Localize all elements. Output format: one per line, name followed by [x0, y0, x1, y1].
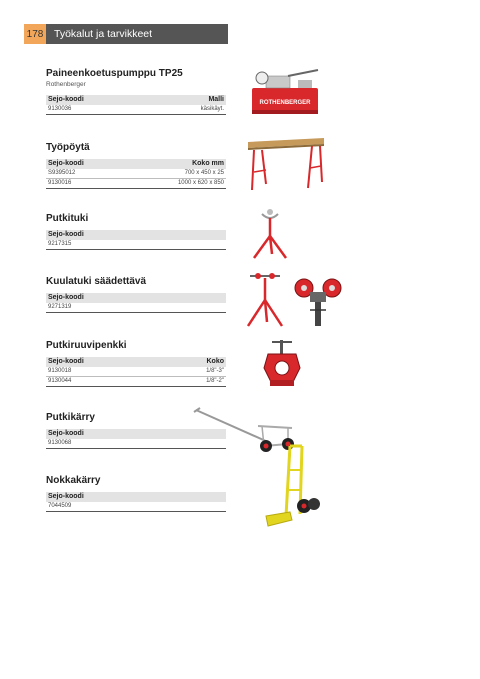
column-header: Sejo-koodi: [46, 357, 162, 367]
sejo-code: 9130036: [46, 105, 153, 115]
page-number: 178: [24, 24, 46, 44]
column-header: Sejo-koodi: [46, 230, 210, 240]
size-value: 1000 x 620 x 850: [126, 179, 226, 189]
size-value: 700 x 450 x 25: [126, 169, 226, 179]
model-value: käsikäyt.: [153, 105, 226, 115]
sejo-code: 9130018: [46, 367, 162, 377]
column-header: Sejo-koodi: [46, 159, 126, 169]
sejo-code: 9271319: [46, 303, 210, 313]
brand-label: ROTHENBERGER: [259, 100, 311, 106]
column-header: Koko: [162, 357, 226, 367]
work-table-image: [246, 132, 326, 192]
sejo-code: S9395012: [46, 169, 126, 179]
column-header: Sejo-koodi: [46, 429, 210, 439]
table-row: [46, 179, 226, 189]
sejo-code: 9130068: [46, 439, 210, 449]
sejo-code: 9130044: [46, 377, 162, 387]
sejo-code: 9217315: [46, 240, 210, 250]
pressure-test-pump-image: [248, 66, 322, 118]
spec-table: [46, 293, 226, 313]
product-work-table: [46, 142, 226, 189]
column-header: Sejo-koodi: [46, 492, 210, 502]
column-header: Koko mm: [126, 159, 226, 169]
product-title: Putkikärry: [46, 412, 95, 423]
product-title: Putkituki: [46, 213, 89, 224]
table-row: [46, 169, 226, 179]
sejo-code: 9130016: [46, 179, 126, 189]
product-title: Nokkakärry: [46, 475, 101, 486]
pipe-stand-image: [250, 206, 290, 260]
table-row: [46, 502, 226, 512]
column-header: Sejo-koodi: [46, 293, 210, 303]
product-ball-stand: [46, 276, 226, 313]
table-row: [46, 367, 226, 377]
spec-table: [46, 95, 226, 115]
table-row: [46, 240, 226, 250]
product-hand-truck: [46, 475, 226, 512]
spec-table: [46, 159, 226, 189]
product-title: Putkiruuvipenkki: [46, 340, 127, 351]
hand-truck-image: [262, 440, 322, 530]
product-brand: Rothenberger: [46, 81, 86, 88]
product-pipe-vise: [46, 340, 226, 387]
section-title: Työkalut ja tarvikkeet: [46, 24, 228, 44]
product-title: Paineenkoetuspumppu TP25: [46, 68, 183, 79]
product-pipe-stand: [46, 213, 226, 250]
size-value: 1/8"-3": [162, 367, 226, 377]
page-header: [24, 24, 228, 44]
product-title: Kuulatuki säädettävä: [46, 276, 147, 287]
ball-stand-image: [244, 270, 286, 328]
column-header: Malli: [153, 95, 226, 105]
table-row: [46, 105, 226, 115]
product-title: Työpöytä: [46, 142, 90, 153]
spec-table: [46, 492, 226, 512]
size-value: 1/8"-2": [162, 377, 226, 387]
table-row: [46, 303, 226, 313]
spec-table: [46, 230, 226, 250]
table-row: [46, 377, 226, 387]
spec-table: [46, 357, 226, 387]
product-pressure-pump: [46, 68, 226, 115]
ball-stand-detail-image: [292, 274, 344, 328]
sejo-code: 7044509: [46, 502, 210, 512]
pipe-vise-image: [262, 340, 306, 388]
column-header: Sejo-koodi: [46, 95, 153, 105]
